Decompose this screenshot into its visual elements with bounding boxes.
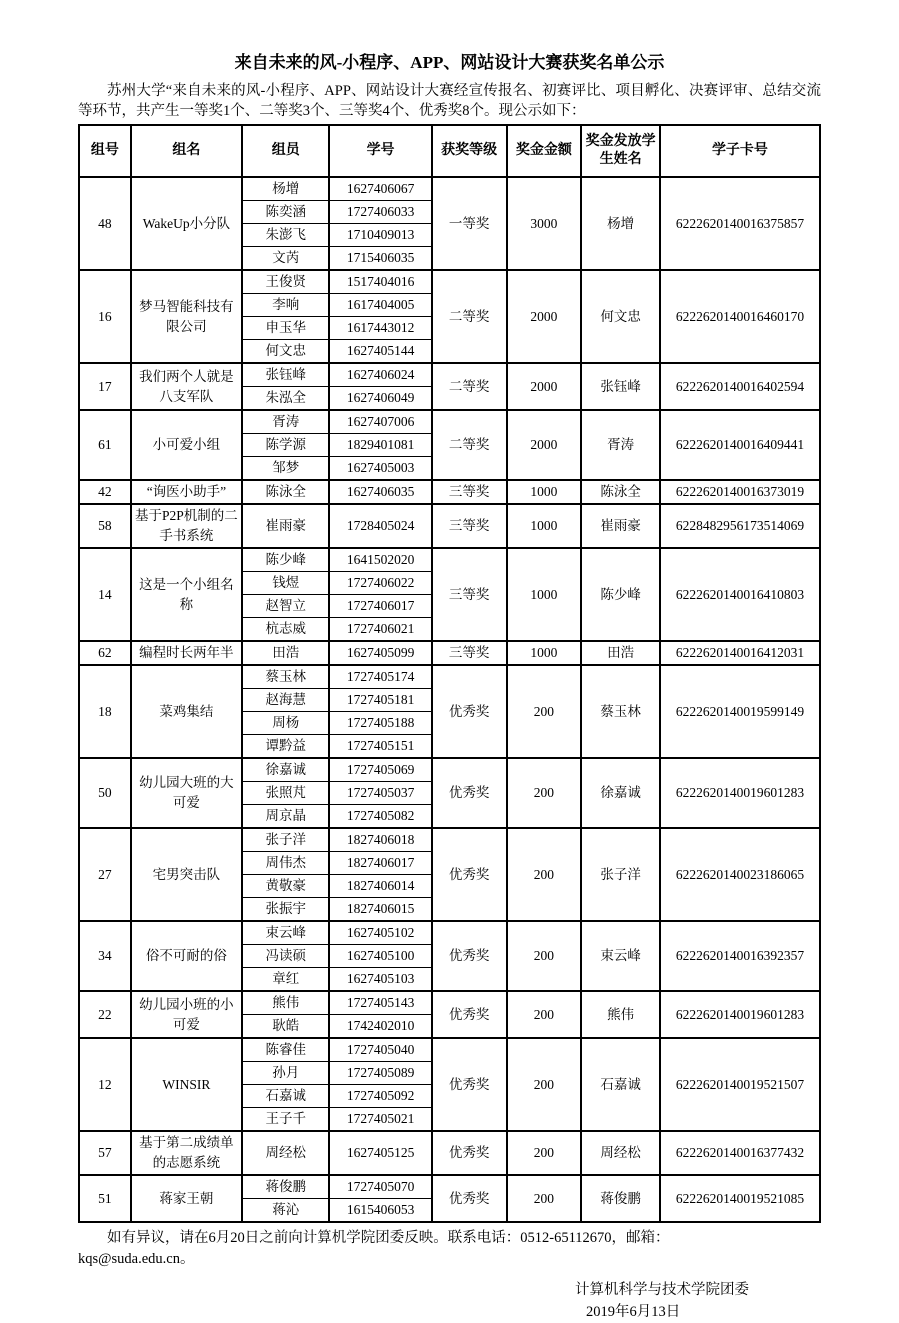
student-id-cell: 1627406049 (329, 387, 431, 411)
member-name-cell: 陈睿佳 (242, 1038, 329, 1062)
group-no-cell: 42 (79, 480, 131, 504)
group-no-cell: 12 (79, 1038, 131, 1131)
table-row (79, 548, 820, 572)
group-name-cell: 幼儿园小班的小可爱 (131, 991, 242, 1038)
student-id-cell: 1727405070 (329, 1175, 431, 1199)
column-header-group-name: 组名 (131, 125, 242, 177)
prize-amount-cell: 2000 (507, 363, 582, 410)
member-name-cell: 蒋俊鹏 (242, 1175, 329, 1199)
student-id-cell: 1727405069 (329, 758, 431, 782)
table-row (79, 410, 820, 434)
table-row (79, 921, 820, 945)
group-name-cell: 小可爱小组 (131, 410, 242, 480)
signature-block (575, 1279, 749, 1323)
award-level-cell: 三等奖 (432, 504, 507, 548)
student-id-cell: 1627406024 (329, 363, 431, 387)
student-id-cell: 1627406035 (329, 480, 431, 504)
award-level-cell: 优秀奖 (432, 665, 507, 758)
student-id-cell: 1727405092 (329, 1085, 431, 1108)
student-id-cell: 1742402010 (329, 1015, 431, 1039)
recipient-name-cell: 陈少峰 (581, 548, 660, 641)
table-row (79, 828, 820, 852)
column-header-card-number: 学子卡号 (660, 125, 820, 177)
table-row (79, 1038, 820, 1062)
recipient-name-cell: 周经松 (581, 1131, 660, 1175)
member-name-cell: 陈奕涵 (242, 201, 329, 224)
card-number-cell: 6222620140019599149 (660, 665, 820, 758)
member-name-cell: 耿皓 (242, 1015, 329, 1039)
recipient-name-cell: 何文忠 (581, 270, 660, 363)
footer-note-text: 如有异议，请在6月20日之前向计算机学院团委反映。联系电话：0512-65112670，邮箱： (107, 1230, 670, 1246)
prize-amount-cell: 200 (507, 828, 582, 921)
member-name-cell: 周京晶 (242, 805, 329, 829)
card-number-cell: 6222620140016402594 (660, 363, 820, 410)
member-name-cell: 张钰峰 (242, 363, 329, 387)
prize-amount-cell: 2000 (507, 270, 582, 363)
member-name-cell: 朱澎飞 (242, 224, 329, 247)
card-number-cell: 6222620140016373019 (660, 480, 820, 504)
student-id-cell: 1617443012 (329, 317, 431, 340)
table-row (79, 1175, 820, 1199)
member-name-cell: 邹梦 (242, 457, 329, 481)
member-name-cell: 石嘉诚 (242, 1085, 329, 1108)
prize-amount-cell: 3000 (507, 177, 582, 270)
prize-amount-cell: 1000 (507, 480, 582, 504)
student-id-cell: 1641502020 (329, 548, 431, 572)
recipient-name-cell: 蔡玉林 (581, 665, 660, 758)
student-id-cell: 1627407006 (329, 410, 431, 434)
student-id-cell: 1627406067 (329, 177, 431, 201)
card-number-cell: 6222620140019521085 (660, 1175, 820, 1222)
member-name-cell: 田浩 (242, 641, 329, 665)
prize-amount-cell: 200 (507, 1175, 582, 1222)
prize-amount-cell: 200 (507, 758, 582, 828)
student-id-cell: 1728405024 (329, 504, 431, 548)
table-row (79, 504, 820, 548)
group-no-cell: 58 (79, 504, 131, 548)
group-no-cell: 48 (79, 177, 131, 270)
award-level-cell: 二等奖 (432, 410, 507, 480)
award-level-cell: 优秀奖 (432, 1131, 507, 1175)
table-row (79, 1131, 820, 1175)
member-name-cell: 朱泓全 (242, 387, 329, 411)
award-level-cell: 三等奖 (432, 641, 507, 665)
award-level-cell: 优秀奖 (432, 828, 507, 921)
group-name-cell: 基于P2P机制的二手书系统 (131, 504, 242, 548)
prize-amount-cell: 1000 (507, 548, 582, 641)
member-name-cell: 黄敬豪 (242, 875, 329, 898)
table-row (79, 758, 820, 782)
prize-amount-cell: 1000 (507, 641, 582, 665)
member-name-cell: 申玉华 (242, 317, 329, 340)
group-name-cell: 菜鸡集结 (131, 665, 242, 758)
member-name-cell: 杨增 (242, 177, 329, 201)
student-id-cell: 1827406018 (329, 828, 431, 852)
member-name-cell: 王俊贤 (242, 270, 329, 294)
card-number-cell: 6228482956173514069 (660, 504, 820, 548)
member-name-cell: 陈学源 (242, 434, 329, 457)
group-no-cell: 16 (79, 270, 131, 363)
card-number-cell: 6222620140016410803 (660, 548, 820, 641)
signature-date: 2019年6月13日 (586, 1304, 681, 1320)
group-no-cell: 14 (79, 548, 131, 641)
group-name-cell: WINSIR (131, 1038, 242, 1131)
award-level-cell: 优秀奖 (432, 991, 507, 1038)
column-header-group-no: 组号 (79, 125, 131, 177)
member-name-cell: 冯读硕 (242, 945, 329, 968)
student-id-cell: 1627405100 (329, 945, 431, 968)
recipient-name-cell: 崔雨豪 (581, 504, 660, 548)
recipient-name-cell: 张子洋 (581, 828, 660, 921)
column-header-student-id: 学号 (329, 125, 431, 177)
student-id-cell: 1827406015 (329, 898, 431, 922)
column-header-award-level: 获奖等级 (432, 125, 507, 177)
award-level-cell: 三等奖 (432, 548, 507, 641)
student-id-cell: 1627405099 (329, 641, 431, 665)
member-name-cell: 熊伟 (242, 991, 329, 1015)
group-name-cell: 我们两个人就是八支军队 (131, 363, 242, 410)
awards-table-body (79, 177, 820, 1222)
member-name-cell: 徐嘉诚 (242, 758, 329, 782)
group-no-cell: 57 (79, 1131, 131, 1175)
student-id-cell: 1710409013 (329, 224, 431, 247)
member-name-cell: 杭志威 (242, 618, 329, 642)
member-name-cell: 何文忠 (242, 340, 329, 364)
award-level-cell: 优秀奖 (432, 1175, 507, 1222)
member-name-cell: 王子千 (242, 1108, 329, 1132)
member-name-cell: 陈少峰 (242, 548, 329, 572)
group-no-cell: 22 (79, 991, 131, 1038)
footer-note (78, 1228, 821, 1270)
member-name-cell: 陈泳全 (242, 480, 329, 504)
column-header-recipient-name: 奖金发放学生姓名 (581, 125, 660, 177)
student-id-cell: 1627405003 (329, 457, 431, 481)
group-name-cell: 俗不可耐的俗 (131, 921, 242, 991)
student-id-cell: 1715406035 (329, 247, 431, 271)
prize-amount-cell: 200 (507, 665, 582, 758)
student-id-cell: 1727406033 (329, 201, 431, 224)
student-id-cell: 1727405143 (329, 991, 431, 1015)
card-number-cell: 6222620140023186065 (660, 828, 820, 921)
student-id-cell: 1829401081 (329, 434, 431, 457)
group-no-cell: 50 (79, 758, 131, 828)
page-title: 来自未来的风-小程序、APP、网站设计大赛获奖名单公示 (234, 53, 665, 72)
student-id-cell: 1727405089 (329, 1062, 431, 1085)
table-row (79, 641, 820, 665)
prize-amount-cell: 1000 (507, 504, 582, 548)
group-no-cell: 34 (79, 921, 131, 991)
prize-amount-cell: 200 (507, 1131, 582, 1175)
member-name-cell: 胥涛 (242, 410, 329, 434)
member-name-cell: 蔡玉林 (242, 665, 329, 689)
award-level-cell: 二等奖 (432, 363, 507, 410)
student-id-cell: 1727406022 (329, 572, 431, 595)
signature-organization: 计算机科学与技术学院团委 (575, 1282, 749, 1298)
column-header-prize-amount: 奖金金额 (507, 125, 582, 177)
group-name-cell: 宅男突击队 (131, 828, 242, 921)
intro-paragraph: 苏州大学“来自未来的风-小程序、APP、网站设计大赛经宣传报名、初赛评比、项目孵化、决赛评审、总结交流等环节，共产生一等奖1个、二等奖3个、三等奖4个、优秀奖8个。现公示如下： (78, 83, 821, 119)
student-id-cell: 1727405082 (329, 805, 431, 829)
member-name-cell: 周伟杰 (242, 852, 329, 875)
student-id-cell: 1627405144 (329, 340, 431, 364)
group-no-cell: 17 (79, 363, 131, 410)
group-name-cell: 这是一个小组名称 (131, 548, 242, 641)
award-level-cell: 三等奖 (432, 480, 507, 504)
member-name-cell: 谭黔益 (242, 735, 329, 759)
card-number-cell: 6222620140019601283 (660, 991, 820, 1038)
card-number-cell: 6222620140016460170 (660, 270, 820, 363)
card-number-cell: 6222620140016377432 (660, 1131, 820, 1175)
table-row (79, 665, 820, 689)
card-number-cell: 6222620140016392357 (660, 921, 820, 991)
awards-table (78, 124, 821, 1223)
student-id-cell: 1727406021 (329, 618, 431, 642)
member-name-cell: 章红 (242, 968, 329, 992)
group-name-cell: “询医小助手” (131, 480, 242, 504)
group-no-cell: 61 (79, 410, 131, 480)
recipient-name-cell: 熊伟 (581, 991, 660, 1038)
table-row (79, 991, 820, 1015)
student-id-cell: 1617404005 (329, 294, 431, 317)
recipient-name-cell: 陈泳全 (581, 480, 660, 504)
member-name-cell: 钱煜 (242, 572, 329, 595)
group-name-cell: 蒋家王朝 (131, 1175, 242, 1222)
student-id-cell: 1827406014 (329, 875, 431, 898)
student-id-cell: 1627405125 (329, 1131, 431, 1175)
recipient-name-cell: 石嘉诚 (581, 1038, 660, 1131)
group-no-cell: 62 (79, 641, 131, 665)
student-id-cell: 1627405102 (329, 921, 431, 945)
group-name-cell: 幼儿园大班的大可爱 (131, 758, 242, 828)
member-name-cell: 张振宇 (242, 898, 329, 922)
table-row (79, 480, 820, 504)
member-name-cell: 蒋沁 (242, 1199, 329, 1223)
card-number-cell: 6222620140016375857 (660, 177, 820, 270)
recipient-name-cell: 蒋俊鹏 (581, 1175, 660, 1222)
recipient-name-cell: 徐嘉诚 (581, 758, 660, 828)
table-row (79, 270, 820, 294)
award-level-cell: 优秀奖 (432, 1038, 507, 1131)
member-name-cell: 赵海慧 (242, 689, 329, 712)
card-number-cell: 6222620140019601283 (660, 758, 820, 828)
student-id-cell: 1627405103 (329, 968, 431, 992)
recipient-name-cell: 张钰峰 (581, 363, 660, 410)
member-name-cell: 赵智立 (242, 595, 329, 618)
prize-amount-cell: 200 (507, 1038, 582, 1131)
group-no-cell: 18 (79, 665, 131, 758)
recipient-name-cell: 胥涛 (581, 410, 660, 480)
group-no-cell: 27 (79, 828, 131, 921)
member-name-cell: 孙月 (242, 1062, 329, 1085)
group-no-cell: 51 (79, 1175, 131, 1222)
recipient-name-cell: 田浩 (581, 641, 660, 665)
table-row (79, 177, 820, 201)
prize-amount-cell: 200 (507, 991, 582, 1038)
award-level-cell: 二等奖 (432, 270, 507, 363)
student-id-cell: 1727405021 (329, 1108, 431, 1132)
member-name-cell: 周杨 (242, 712, 329, 735)
member-name-cell: 张照芃 (242, 782, 329, 805)
award-level-cell: 优秀奖 (432, 921, 507, 991)
member-name-cell: 文芮 (242, 247, 329, 271)
member-name-cell: 张子洋 (242, 828, 329, 852)
student-id-cell: 1827406017 (329, 852, 431, 875)
group-name-cell: 基于第二成绩单的志愿系统 (131, 1131, 242, 1175)
member-name-cell: 束云峰 (242, 921, 329, 945)
footer-email: kqs@suda.edu.cn。 (78, 1251, 195, 1267)
group-name-cell: 梦马智能科技有限公司 (131, 270, 242, 363)
student-id-cell: 1517404016 (329, 270, 431, 294)
group-name-cell: WakeUp小分队 (131, 177, 242, 270)
student-id-cell: 1727405037 (329, 782, 431, 805)
student-id-cell: 1727405174 (329, 665, 431, 689)
column-header-member: 组员 (242, 125, 329, 177)
member-name-cell: 崔雨豪 (242, 504, 329, 548)
student-id-cell: 1615406053 (329, 1199, 431, 1223)
member-name-cell: 李响 (242, 294, 329, 317)
student-id-cell: 1727406017 (329, 595, 431, 618)
recipient-name-cell: 束云峰 (581, 921, 660, 991)
card-number-cell: 6222620140016412031 (660, 641, 820, 665)
prize-amount-cell: 2000 (507, 410, 582, 480)
student-id-cell: 1727405181 (329, 689, 431, 712)
group-name-cell: 编程时长两年半 (131, 641, 242, 665)
award-level-cell: 优秀奖 (432, 758, 507, 828)
student-id-cell: 1727405040 (329, 1038, 431, 1062)
header-row (79, 125, 820, 177)
student-id-cell: 1727405188 (329, 712, 431, 735)
prize-amount-cell: 200 (507, 921, 582, 991)
card-number-cell: 6222620140019521507 (660, 1038, 820, 1131)
table-row (79, 363, 820, 387)
award-level-cell: 一等奖 (432, 177, 507, 270)
member-name-cell: 周经松 (242, 1131, 329, 1175)
card-number-cell: 6222620140016409441 (660, 410, 820, 480)
recipient-name-cell: 杨增 (581, 177, 660, 270)
student-id-cell: 1727405151 (329, 735, 431, 759)
